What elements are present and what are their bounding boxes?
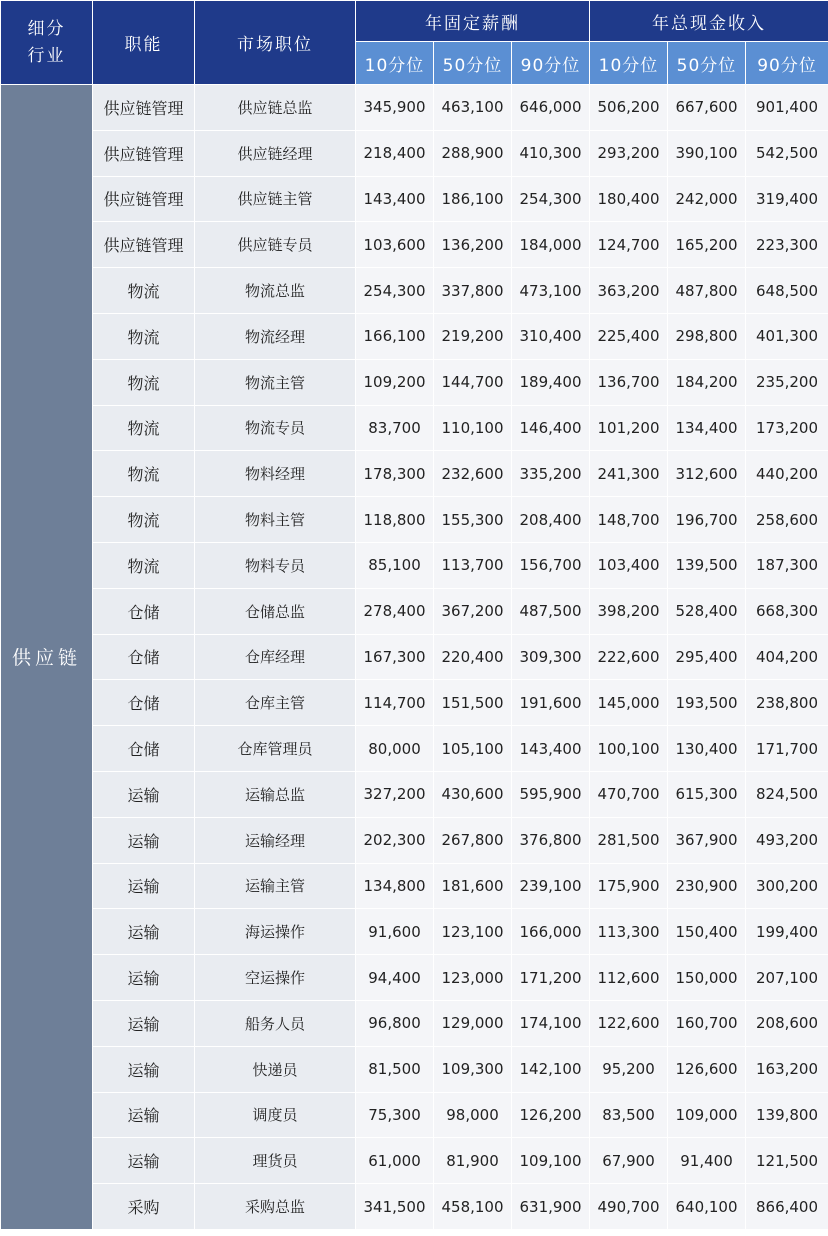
fixed-p90-cell: 109,100 [512, 1138, 590, 1184]
total-p90-cell: 187,300 [746, 542, 828, 588]
fixed-p50-cell: 219,200 [434, 313, 512, 359]
position-cell: 快递员 [195, 1046, 356, 1092]
total-p10-cell: 136,700 [590, 359, 668, 405]
total-p10-header: 10分位 [590, 42, 668, 85]
total-p90-cell: 139,800 [746, 1092, 828, 1138]
position-cell: 仓库经理 [195, 634, 356, 680]
fixed-p10-cell: 254,300 [356, 268, 434, 314]
fixed-p50-cell: 367,200 [434, 588, 512, 634]
fixed-p90-cell: 171,200 [512, 955, 590, 1001]
function-cell: 采购 [93, 1184, 195, 1230]
table-row [1, 771, 828, 817]
function-cell: 运输 [93, 909, 195, 955]
position-cell: 物料主管 [195, 497, 356, 543]
total-p10-cell: 241,300 [590, 451, 668, 497]
fixed-p50-cell: 458,100 [434, 1184, 512, 1230]
total-p10-cell: 67,900 [590, 1138, 668, 1184]
fixed-p90-cell: 631,900 [512, 1184, 590, 1230]
position-cell: 仓储总监 [195, 588, 356, 634]
fixed-p50-cell: 123,100 [434, 909, 512, 955]
table-row [1, 955, 828, 1001]
function-cell: 供应链管理 [93, 222, 195, 268]
position-cell: 物流总监 [195, 268, 356, 314]
function-cell: 仓储 [93, 726, 195, 772]
total-p10-cell: 506,200 [590, 85, 668, 131]
total-p10-cell: 113,300 [590, 909, 668, 955]
total-p50-cell: 150,400 [668, 909, 746, 955]
position-cell: 供应链总监 [195, 85, 356, 131]
total-p10-cell: 95,200 [590, 1046, 668, 1092]
total-p10-cell: 281,500 [590, 817, 668, 863]
fixed-p10-cell: 218,400 [356, 130, 434, 176]
function-cell: 物流 [93, 451, 195, 497]
total-p50-cell: 134,400 [668, 405, 746, 451]
total-p50-cell: 295,400 [668, 634, 746, 680]
fixed-p10-cell: 80,000 [356, 726, 434, 772]
total-p10-cell: 490,700 [590, 1184, 668, 1230]
function-cell: 运输 [93, 1092, 195, 1138]
total-p90-cell: 404,200 [746, 634, 828, 680]
total-p50-cell: 487,800 [668, 268, 746, 314]
fixed-p90-cell: 174,100 [512, 1000, 590, 1046]
function-cell: 仓储 [93, 634, 195, 680]
fixed-p10-cell: 345,900 [356, 85, 434, 131]
function-cell: 运输 [93, 771, 195, 817]
function-cell: 仓储 [93, 680, 195, 726]
position-cell: 理货员 [195, 1138, 356, 1184]
total-p90-cell: 199,400 [746, 909, 828, 955]
total-p50-cell: 640,100 [668, 1184, 746, 1230]
total-p90-cell: 401,300 [746, 313, 828, 359]
fixed-p90-cell: 335,200 [512, 451, 590, 497]
table-row [1, 863, 828, 909]
fixed-p90-cell: 184,000 [512, 222, 590, 268]
fixed-p10-cell: 114,700 [356, 680, 434, 726]
position-cell: 物料专员 [195, 542, 356, 588]
fixed-p10-header: 10分位 [356, 42, 434, 85]
industry-header-line1: 细分 [27, 18, 66, 39]
position-cell: 空运操作 [195, 955, 356, 1001]
function-cell: 物流 [93, 497, 195, 543]
total-p10-cell: 398,200 [590, 588, 668, 634]
total-p10-cell: 101,200 [590, 405, 668, 451]
total-p10-cell: 122,600 [590, 1000, 668, 1046]
total-p50-header: 50分位 [668, 42, 746, 85]
total-p90-cell: 235,200 [746, 359, 828, 405]
total-p90-cell: 238,800 [746, 680, 828, 726]
total-p90-cell: 173,200 [746, 405, 828, 451]
fixed-p90-cell: 254,300 [512, 176, 590, 222]
industry-header [1, 1, 93, 85]
total-p50-cell: 193,500 [668, 680, 746, 726]
position-cell: 仓库主管 [195, 680, 356, 726]
function-cell: 物流 [93, 405, 195, 451]
total-p90-cell: 440,200 [746, 451, 828, 497]
fixed-p50-cell: 113,700 [434, 542, 512, 588]
total-p10-cell: 103,400 [590, 542, 668, 588]
function-cell: 运输 [93, 1138, 195, 1184]
fixed-p50-cell: 220,400 [434, 634, 512, 680]
total-p90-cell: 824,500 [746, 771, 828, 817]
fixed-p90-cell: 142,100 [512, 1046, 590, 1092]
total-p10-cell: 225,400 [590, 313, 668, 359]
fixed-p50-cell: 155,300 [434, 497, 512, 543]
table-row [1, 85, 828, 131]
total-p10-cell: 363,200 [590, 268, 668, 314]
fixed-p10-cell: 327,200 [356, 771, 434, 817]
fixed-p10-cell: 91,600 [356, 909, 434, 955]
fixed-p90-cell: 156,700 [512, 542, 590, 588]
fixed-p90-cell: 376,800 [512, 817, 590, 863]
fixed-p50-cell: 337,800 [434, 268, 512, 314]
fixed-p50-cell: 136,200 [434, 222, 512, 268]
total-p50-cell: 528,400 [668, 588, 746, 634]
fixed-p90-cell: 143,400 [512, 726, 590, 772]
position-cell: 物料经理 [195, 451, 356, 497]
fixed-p90-cell: 309,300 [512, 634, 590, 680]
position-cell: 供应链专员 [195, 222, 356, 268]
fixed-p50-cell: 144,700 [434, 359, 512, 405]
fixed-p90-cell: 595,900 [512, 771, 590, 817]
fixed-p10-cell: 143,400 [356, 176, 434, 222]
table-row [1, 405, 828, 451]
position-cell: 采购总监 [195, 1184, 356, 1230]
fixed-p10-cell: 83,700 [356, 405, 434, 451]
fixed-p10-cell: 103,600 [356, 222, 434, 268]
fixed-p10-cell: 118,800 [356, 497, 434, 543]
total-p90-cell: 866,400 [746, 1184, 828, 1230]
fixed-p10-cell: 278,400 [356, 588, 434, 634]
fixed-p50-cell: 463,100 [434, 85, 512, 131]
fixed-p50-cell: 105,100 [434, 726, 512, 772]
total-p50-cell: 667,600 [668, 85, 746, 131]
total-p90-cell: 208,600 [746, 1000, 828, 1046]
function-cell: 运输 [93, 863, 195, 909]
total-p90-cell: 493,200 [746, 817, 828, 863]
fixed-p10-cell: 109,200 [356, 359, 434, 405]
position-cell: 运输主管 [195, 863, 356, 909]
total-p90-cell: 319,400 [746, 176, 828, 222]
position-header: 市场职位 [195, 1, 356, 85]
total-p50-cell: 615,300 [668, 771, 746, 817]
total-p90-cell: 901,400 [746, 85, 828, 131]
total-p50-cell: 196,700 [668, 497, 746, 543]
function-cell: 仓储 [93, 588, 195, 634]
fixed-p10-cell: 134,800 [356, 863, 434, 909]
table-row [1, 222, 828, 268]
table-row [1, 588, 828, 634]
total-p10-cell: 148,700 [590, 497, 668, 543]
function-cell: 运输 [93, 955, 195, 1001]
total-p90-header: 90分位 [746, 42, 828, 85]
fixed-p90-cell: 646,000 [512, 85, 590, 131]
total-p90-cell: 648,500 [746, 268, 828, 314]
function-cell: 供应链管理 [93, 85, 195, 131]
table-row [1, 909, 828, 955]
fixed-p10-cell: 81,500 [356, 1046, 434, 1092]
fixed-p10-cell: 341,500 [356, 1184, 434, 1230]
total-p10-cell: 83,500 [590, 1092, 668, 1138]
function-cell: 物流 [93, 268, 195, 314]
fixed-p50-cell: 232,600 [434, 451, 512, 497]
total-p50-cell: 150,000 [668, 955, 746, 1001]
total-p10-cell: 293,200 [590, 130, 668, 176]
position-cell: 调度员 [195, 1092, 356, 1138]
table-row [1, 313, 828, 359]
table-row [1, 542, 828, 588]
fixed-p50-cell: 123,000 [434, 955, 512, 1001]
total-p90-cell: 300,200 [746, 863, 828, 909]
total-p50-cell: 390,100 [668, 130, 746, 176]
fixed-p10-cell: 178,300 [356, 451, 434, 497]
total-p50-cell: 160,700 [668, 1000, 746, 1046]
function-cell: 物流 [93, 359, 195, 405]
fixed-p10-cell: 61,000 [356, 1138, 434, 1184]
fixed-p90-cell: 126,200 [512, 1092, 590, 1138]
function-cell: 物流 [93, 542, 195, 588]
position-cell: 物流主管 [195, 359, 356, 405]
fixed-p90-cell: 146,400 [512, 405, 590, 451]
fixed-p90-cell: 410,300 [512, 130, 590, 176]
table-row [1, 359, 828, 405]
function-cell: 供应链管理 [93, 130, 195, 176]
total-p50-cell: 109,000 [668, 1092, 746, 1138]
total-p50-cell: 367,900 [668, 817, 746, 863]
fixed-p10-cell: 85,100 [356, 542, 434, 588]
fixed-p50-cell: 98,000 [434, 1092, 512, 1138]
fixed-p50-cell: 186,100 [434, 176, 512, 222]
table-row [1, 817, 828, 863]
position-cell: 物流专员 [195, 405, 356, 451]
fixed-p90-cell: 473,100 [512, 268, 590, 314]
fixed-p10-cell: 167,300 [356, 634, 434, 680]
total-p50-cell: 312,600 [668, 451, 746, 497]
fixed-p50-header: 50分位 [434, 42, 512, 85]
total-p10-cell: 470,700 [590, 771, 668, 817]
total-p90-cell: 207,100 [746, 955, 828, 1001]
table-row [1, 176, 828, 222]
fixed-p50-cell: 81,900 [434, 1138, 512, 1184]
fixed-p50-cell: 109,300 [434, 1046, 512, 1092]
total-p50-cell: 91,400 [668, 1138, 746, 1184]
total-p50-cell: 184,200 [668, 359, 746, 405]
fixed-p90-cell: 189,400 [512, 359, 590, 405]
total-p50-cell: 130,400 [668, 726, 746, 772]
position-cell: 海运操作 [195, 909, 356, 955]
total-p10-cell: 175,900 [590, 863, 668, 909]
position-cell: 船务人员 [195, 1000, 356, 1046]
fixed-p50-cell: 267,800 [434, 817, 512, 863]
fixed-p50-cell: 288,900 [434, 130, 512, 176]
total-p50-cell: 165,200 [668, 222, 746, 268]
fixed-p90-header: 90分位 [512, 42, 590, 85]
fixed-p10-cell: 96,800 [356, 1000, 434, 1046]
total-p90-cell: 542,500 [746, 130, 828, 176]
fixed-p90-cell: 208,400 [512, 497, 590, 543]
fixed-p50-cell: 430,600 [434, 771, 512, 817]
table-row [1, 497, 828, 543]
table-body [1, 85, 828, 1230]
table-row [1, 680, 828, 726]
total-p90-cell: 223,300 [746, 222, 828, 268]
position-cell: 供应链经理 [195, 130, 356, 176]
fixed-p10-cell: 94,400 [356, 955, 434, 1001]
fixed-p90-cell: 310,400 [512, 313, 590, 359]
fixed-pay-header: 年固定薪酬 [356, 1, 590, 42]
total-p50-cell: 126,600 [668, 1046, 746, 1092]
table-row [1, 1000, 828, 1046]
function-cell: 运输 [93, 1046, 195, 1092]
fixed-p50-cell: 129,000 [434, 1000, 512, 1046]
total-p10-cell: 180,400 [590, 176, 668, 222]
position-cell: 运输总监 [195, 771, 356, 817]
fixed-p90-cell: 487,500 [512, 588, 590, 634]
total-p50-cell: 230,900 [668, 863, 746, 909]
table-row [1, 1184, 828, 1230]
industry-header-line2: 行业 [27, 45, 66, 66]
total-p10-cell: 222,600 [590, 634, 668, 680]
total-p10-cell: 100,100 [590, 726, 668, 772]
total-p50-cell: 139,500 [668, 542, 746, 588]
total-p50-cell: 242,000 [668, 176, 746, 222]
fixed-p50-cell: 151,500 [434, 680, 512, 726]
position-cell: 供应链主管 [195, 176, 356, 222]
table-row [1, 726, 828, 772]
total-p10-cell: 112,600 [590, 955, 668, 1001]
table-row [1, 268, 828, 314]
table-row [1, 1092, 828, 1138]
total-cash-header: 年总现金收入 [590, 1, 828, 42]
table-row [1, 1138, 828, 1184]
industry-cell: 供应链 [1, 85, 93, 1230]
fixed-p10-cell: 202,300 [356, 817, 434, 863]
fixed-p50-cell: 181,600 [434, 863, 512, 909]
total-p90-cell: 121,500 [746, 1138, 828, 1184]
fixed-p90-cell: 239,100 [512, 863, 590, 909]
fixed-p90-cell: 166,000 [512, 909, 590, 955]
total-p90-cell: 668,300 [746, 588, 828, 634]
function-cell: 运输 [93, 1000, 195, 1046]
fixed-p10-cell: 75,300 [356, 1092, 434, 1138]
position-cell: 物流经理 [195, 313, 356, 359]
position-cell: 仓库管理员 [195, 726, 356, 772]
total-p90-cell: 258,600 [746, 497, 828, 543]
fixed-p90-cell: 191,600 [512, 680, 590, 726]
table-header [1, 1, 828, 85]
table-row [1, 451, 828, 497]
total-p10-cell: 124,700 [590, 222, 668, 268]
function-header: 职能 [93, 1, 195, 85]
position-cell: 运输经理 [195, 817, 356, 863]
function-cell: 运输 [93, 817, 195, 863]
table-row [1, 634, 828, 680]
function-cell: 供应链管理 [93, 176, 195, 222]
table-row [1, 1046, 828, 1092]
fixed-p50-cell: 110,100 [434, 405, 512, 451]
total-p90-cell: 163,200 [746, 1046, 828, 1092]
total-p90-cell: 171,700 [746, 726, 828, 772]
total-p10-cell: 145,000 [590, 680, 668, 726]
table-row [1, 130, 828, 176]
fixed-p10-cell: 166,100 [356, 313, 434, 359]
function-cell: 物流 [93, 313, 195, 359]
total-p50-cell: 298,800 [668, 313, 746, 359]
